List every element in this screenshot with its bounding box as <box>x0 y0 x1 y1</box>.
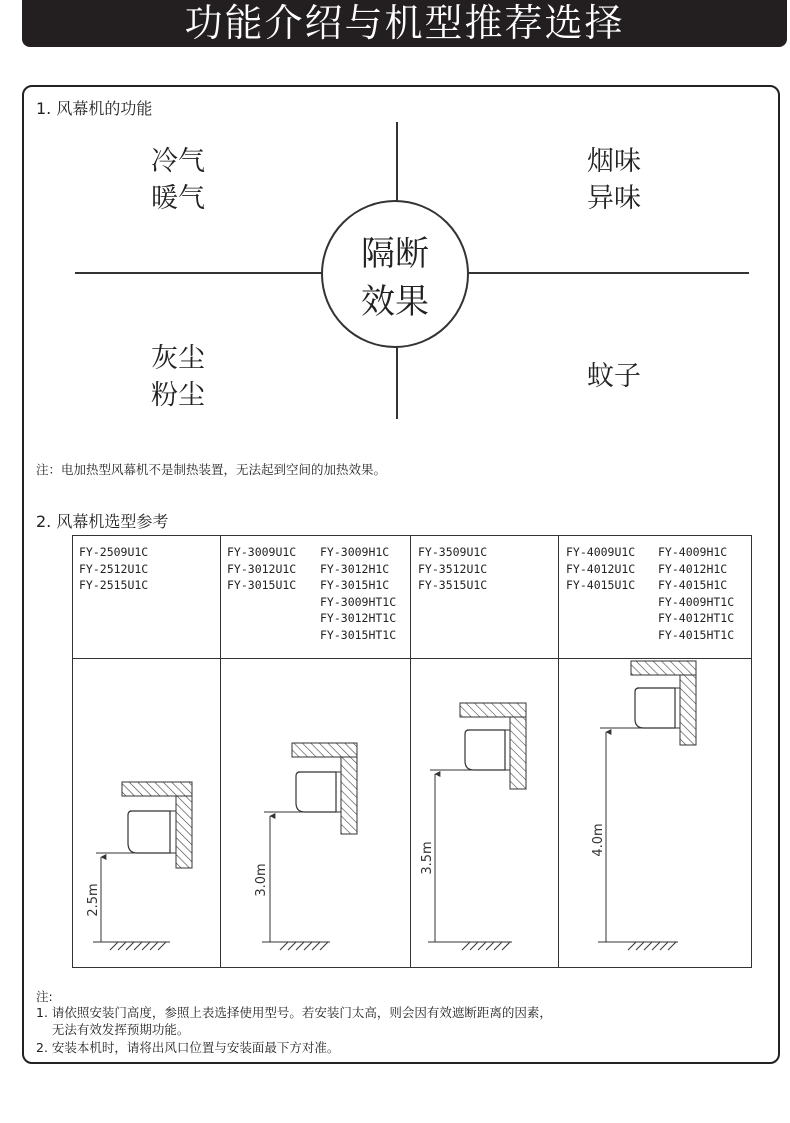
page-title: 功能介绍与机型推荐选择 <box>184 1 625 45</box>
footnote-line: 1. 请依照安装门高度，参照上表选择使用型号。若安装门太高，则会因有效遮断距离的因素， <box>36 1005 552 1020</box>
model-name: FY-2512U1C <box>79 561 149 576</box>
footnote-line: 无法有效发挥预期功能。 <box>36 1022 190 1037</box>
footnote-line: 2. 安装本机时，请将出风口位置与安装面最下方对准。 <box>36 1040 340 1055</box>
wall-hatch <box>510 717 526 789</box>
section1-title: 1. 风幕机的功能 <box>36 99 153 118</box>
quadrant-text: 异味 <box>587 183 641 214</box>
quadrant-text: 冷气 <box>151 146 205 177</box>
quadrant-text: 粉尘 <box>151 380 205 411</box>
model-name: FY-3012HT1C <box>320 611 397 625</box>
center-text-line1: 隔断 <box>361 234 429 274</box>
model-name: FY-3015U1C <box>227 578 297 592</box>
model-name: FY-4012U1C <box>566 561 636 576</box>
quadrant-text: 灰尘 <box>151 343 205 374</box>
quadrant-text: 暖气 <box>151 183 205 214</box>
diagram-2-5m <box>86 782 192 950</box>
ceiling-hatch <box>292 743 357 757</box>
center-text-line2: 效果 <box>361 282 429 322</box>
diagram-4-0m <box>591 661 696 950</box>
model-name: FY-4009H1C <box>658 545 728 559</box>
model-name: FY-2515U1C <box>79 578 149 592</box>
model-name: FY-3009U1C <box>227 545 297 559</box>
air-curtain-unit <box>128 811 170 853</box>
model-name: FY-4009U1C <box>566 545 636 559</box>
ceiling-hatch <box>122 782 192 796</box>
diagram-3-5m <box>420 703 526 950</box>
model-name: FY-3012H1C <box>320 561 390 576</box>
model-name: FY-4009HT1C <box>658 594 735 609</box>
model-name: FY-4015HT1C <box>658 627 735 642</box>
quadrant-text: 蚊子 <box>587 361 641 392</box>
wall-hatch <box>176 796 192 868</box>
model-name: FY-3515U1C <box>418 578 488 592</box>
model-name: FY-2509U1C <box>79 545 149 559</box>
air-curtain-unit <box>635 688 675 728</box>
height-label: 3.5m <box>420 841 435 875</box>
model-name: FY-3015HT1C <box>320 627 397 642</box>
ceiling-hatch <box>631 661 696 675</box>
air-curtain-unit <box>465 730 505 770</box>
section2-title: 2. 风幕机选型参考 <box>36 512 169 531</box>
quadrant-text: 烟味 <box>587 146 641 177</box>
model-name: FY-4015H1C <box>658 578 728 592</box>
model-name: FY-3015H1C <box>320 578 390 592</box>
wall-hatch <box>680 675 696 745</box>
model-name: FY-3012U1C <box>227 561 297 576</box>
diagram-3-0m <box>254 743 357 950</box>
model-name: FY-3009H1C <box>320 545 390 559</box>
footnote-label: 注: <box>36 989 53 1004</box>
height-label: 4.0m <box>591 823 606 857</box>
model-name: FY-3509U1C <box>418 545 488 559</box>
model-name: FY-4012HT1C <box>658 611 735 625</box>
model-name: FY-4012H1C <box>658 561 728 576</box>
air-curtain-unit <box>296 772 336 812</box>
section1-note: 注：电加热型风幕机不是制热装置，无法起到空间的加热效果。 <box>36 462 387 477</box>
ceiling-hatch <box>460 703 526 717</box>
model-name: FY-4015U1C <box>566 578 636 592</box>
height-label: 2.5m <box>86 883 101 917</box>
model-name: FY-3009HT1C <box>320 594 397 609</box>
model-name: FY-3512U1C <box>418 561 488 576</box>
wall-hatch <box>341 757 357 834</box>
height-label: 3.0m <box>254 863 269 897</box>
